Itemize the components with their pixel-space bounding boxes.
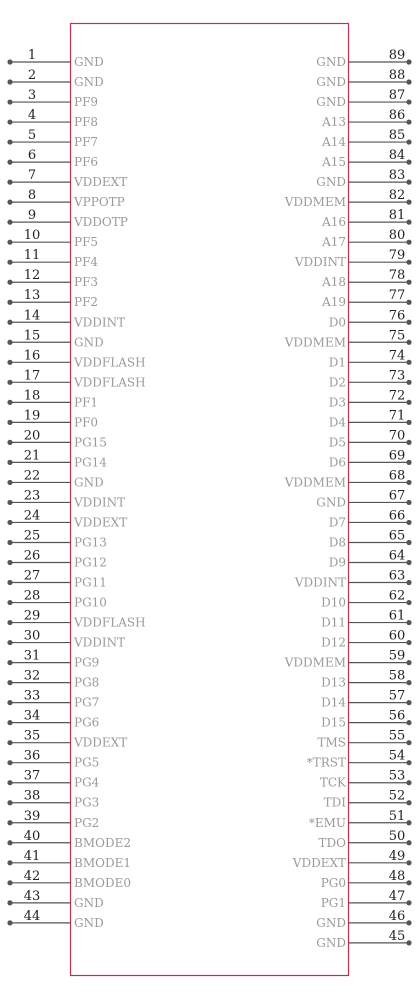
pin-name: GND xyxy=(74,55,104,69)
pin-number: 21 xyxy=(23,448,41,464)
pin-number: 72 xyxy=(388,388,406,404)
pin-number: 24 xyxy=(23,508,41,524)
pin-name: D15 xyxy=(321,715,346,730)
pin-number: 14 xyxy=(23,308,41,324)
pin-terminal-dot xyxy=(7,180,12,185)
pin-terminal-dot xyxy=(7,600,12,605)
pin-terminal-dot xyxy=(7,920,12,925)
pin-number: 77 xyxy=(388,288,406,304)
pin-terminal-dot xyxy=(7,720,12,725)
pin-name: D12 xyxy=(321,635,346,650)
pin-number: 40 xyxy=(23,828,41,844)
pin-name: PG3 xyxy=(74,795,100,810)
pin-number: 67 xyxy=(388,488,406,504)
pin-name: BMODE2 xyxy=(74,835,131,850)
pin-terminal-dot xyxy=(7,99,12,104)
pin-name: PG8 xyxy=(74,675,100,690)
pin-number: 80 xyxy=(388,228,406,244)
pin-number: 84 xyxy=(388,148,406,164)
pin-number: 22 xyxy=(23,468,41,484)
pin-number: 70 xyxy=(388,428,406,444)
pin-name: VDDMEM xyxy=(284,475,346,490)
pin-number: 53 xyxy=(388,768,406,784)
pin-name: VDDMEM xyxy=(284,655,346,670)
pin-terminal-dot xyxy=(406,900,411,905)
pin-terminal-dot xyxy=(406,600,411,605)
pin-number: 66 xyxy=(388,508,406,524)
pin-terminal-dot xyxy=(7,520,12,525)
pin-number: 71 xyxy=(388,408,406,424)
pin-terminal-dot xyxy=(7,79,12,84)
pin-terminal-dot xyxy=(7,260,12,265)
pin-name: GND xyxy=(316,915,346,930)
pin-terminal-dot xyxy=(406,820,411,825)
pin-number: 4 xyxy=(27,108,37,124)
pin-terminal-dot xyxy=(406,119,411,124)
pin-terminal-dot xyxy=(406,720,411,725)
pin-number: 29 xyxy=(23,608,41,624)
pin-number: 74 xyxy=(388,348,406,364)
pin-name: PG14 xyxy=(74,455,107,470)
pin-terminal-dot xyxy=(7,500,12,505)
pin-terminal-dot xyxy=(7,340,12,345)
pin-terminal-dot xyxy=(406,160,411,165)
pin-name: PF2 xyxy=(74,295,99,310)
pin-name: GND xyxy=(74,335,104,350)
pin-name: GND xyxy=(316,495,346,510)
pin-number: 39 xyxy=(23,808,41,824)
pin-number: 1 xyxy=(27,48,37,63)
pin-number: 38 xyxy=(23,788,41,804)
pin-name: GND xyxy=(316,55,346,69)
pin-name: D9 xyxy=(328,555,346,570)
pin-terminal-dot xyxy=(406,99,411,104)
pin-terminal-dot xyxy=(406,59,411,64)
pin-name: D2 xyxy=(328,375,346,390)
pin-number: 34 xyxy=(23,708,41,724)
pin-number: 43 xyxy=(23,888,41,904)
pin-number: 41 xyxy=(23,848,41,864)
pin-name: D10 xyxy=(321,595,346,610)
pin-terminal-dot xyxy=(406,680,411,685)
pin-name: VDDINT xyxy=(74,495,126,510)
pin-terminal-dot xyxy=(406,740,411,745)
pin-name: GND xyxy=(316,935,346,950)
pin-terminal-dot xyxy=(7,200,12,205)
pin-terminal-dot xyxy=(7,660,12,665)
pin-name: *EMU xyxy=(308,815,346,830)
pin-terminal-dot xyxy=(7,220,12,225)
pin-terminal-dot xyxy=(406,920,411,925)
pin-name: GND xyxy=(74,915,104,930)
pin-name: PG0 xyxy=(320,875,346,890)
pin-name: D14 xyxy=(321,695,346,710)
pin-terminal-dot xyxy=(406,460,411,465)
pin-number: 55 xyxy=(388,728,406,744)
pin-name: PF5 xyxy=(74,235,99,250)
pin-name: PG5 xyxy=(74,755,100,770)
pin-name: A15 xyxy=(322,155,346,170)
pin-name: PG1 xyxy=(320,895,346,910)
pin-terminal-dot xyxy=(406,360,411,365)
pin-terminal-dot xyxy=(406,660,411,665)
pin-number: 58 xyxy=(388,668,406,684)
pin-number: 76 xyxy=(388,308,406,324)
pin-name: VPPOTP xyxy=(74,195,125,210)
pin-number: 81 xyxy=(388,208,406,224)
pin-name: D0 xyxy=(328,315,346,330)
pin-terminal-dot xyxy=(406,780,411,785)
pin-terminal-dot xyxy=(406,240,411,245)
pin-number: 65 xyxy=(388,528,406,544)
pin-terminal-dot xyxy=(406,220,411,225)
pin-name: A17 xyxy=(322,235,346,250)
pin-name: PF9 xyxy=(74,95,99,110)
pin-terminal-dot xyxy=(7,440,12,445)
pin-terminal-dot xyxy=(7,620,12,625)
pin-name: VDDFLASH xyxy=(74,355,146,370)
pin-number: 5 xyxy=(27,128,37,144)
pin-number: 87 xyxy=(388,88,406,104)
pin-number: 9 xyxy=(27,208,37,224)
pin-terminal-dot xyxy=(406,800,411,805)
pin-name: A14 xyxy=(322,135,346,150)
pin-number: 51 xyxy=(388,808,406,824)
pin-name: D5 xyxy=(328,435,346,450)
pin-number: 64 xyxy=(388,548,406,564)
pin-terminal-dot xyxy=(406,420,411,425)
pin-number: 88 xyxy=(388,68,406,84)
pin-terminal-dot xyxy=(7,480,12,485)
pin-number: 85 xyxy=(388,128,406,144)
pin-terminal-dot xyxy=(406,620,411,625)
pin-name: D1 xyxy=(328,355,346,370)
pin-number: 17 xyxy=(23,368,41,384)
pin-name: VDDINT xyxy=(294,255,346,270)
pin-number: 19 xyxy=(23,408,41,424)
pin-terminal-dot xyxy=(406,860,411,865)
pin-name: PF1 xyxy=(74,395,99,410)
pin-number: 10 xyxy=(23,228,41,244)
pin-number: 59 xyxy=(388,648,406,664)
pin-number: 36 xyxy=(23,748,41,764)
right-pin-group xyxy=(284,48,412,950)
pin-name: PG10 xyxy=(74,595,107,610)
pin-terminal-dot xyxy=(7,300,12,305)
pin-terminal-dot xyxy=(406,940,411,945)
pin-name: VDDEXT xyxy=(74,515,128,530)
pin-number: 83 xyxy=(388,168,406,184)
pin-terminal-dot xyxy=(406,280,411,285)
pin-name: TCK xyxy=(319,775,346,790)
pin-name: PG13 xyxy=(74,535,107,550)
pin-name: PG2 xyxy=(74,815,100,830)
pin-number: 23 xyxy=(23,488,41,504)
pin-terminal-dot xyxy=(406,320,411,325)
pin-name: A16 xyxy=(322,215,346,230)
pin-terminal-dot xyxy=(406,300,411,305)
pin-number: 61 xyxy=(388,608,406,624)
pin-terminal-dot xyxy=(7,580,12,585)
pin-name: VDDINT xyxy=(74,635,126,650)
pin-terminal-dot xyxy=(7,59,12,64)
pin-number: 86 xyxy=(388,108,406,124)
pin-name: TDO xyxy=(318,835,346,850)
pin-terminal-dot xyxy=(406,540,411,545)
pin-name: PG6 xyxy=(74,715,100,730)
pin-number: 7 xyxy=(27,168,37,184)
pin-terminal-dot xyxy=(7,900,12,905)
pin-terminal-dot xyxy=(406,260,411,265)
pin-name: VDDEXT xyxy=(74,735,128,750)
pin-terminal-dot xyxy=(7,680,12,685)
pin-name: PF4 xyxy=(74,255,99,270)
pin-number: 75 xyxy=(388,328,406,344)
pin-terminal-dot xyxy=(7,119,12,124)
pin-name: VDDOTP xyxy=(74,215,128,230)
pin-terminal-dot xyxy=(7,420,12,425)
pin-terminal-dot xyxy=(7,360,12,365)
pin-number: 32 xyxy=(23,668,41,684)
pin-name: PF6 xyxy=(74,155,99,170)
pin-terminal-dot xyxy=(406,380,411,385)
pin-terminal-dot xyxy=(7,280,12,285)
pin-terminal-dot xyxy=(7,139,12,144)
pin-number: 54 xyxy=(388,748,406,764)
pin-name: D6 xyxy=(328,455,346,470)
pin-name: VDDFLASH xyxy=(74,615,146,630)
pin-name: GND xyxy=(316,175,346,190)
pin-terminal-dot xyxy=(7,240,12,245)
pin-name: TDI xyxy=(323,795,346,810)
pin-terminal-dot xyxy=(406,520,411,525)
pin-name: VDDINT xyxy=(294,575,346,590)
pin-terminal-dot xyxy=(7,540,12,545)
pin-terminal-dot xyxy=(7,460,12,465)
pin-name: PF0 xyxy=(74,415,99,430)
pin-name: VDDEXT xyxy=(292,855,346,870)
pin-terminal-dot xyxy=(406,180,411,185)
pin-terminal-dot xyxy=(7,880,12,885)
pin-name: PG12 xyxy=(74,555,107,570)
pin-number: 73 xyxy=(388,368,406,384)
pin-terminal-dot xyxy=(7,760,12,765)
pin-number: 50 xyxy=(388,828,406,844)
pin-name: PF8 xyxy=(74,115,99,130)
pin-number: 20 xyxy=(23,428,41,444)
pin-number: 28 xyxy=(23,588,41,604)
pin-terminal-dot xyxy=(7,380,12,385)
pin-terminal-dot xyxy=(7,400,12,405)
pin-name: GND xyxy=(316,75,346,90)
pin-terminal-dot xyxy=(7,160,12,165)
pin-name: PG7 xyxy=(74,695,100,710)
pin-name: D13 xyxy=(321,675,346,690)
pin-terminal-dot xyxy=(406,580,411,585)
pin-terminal-dot xyxy=(7,700,12,705)
pin-terminal-dot xyxy=(406,640,411,645)
pin-number: 60 xyxy=(388,628,406,644)
pin-name: D3 xyxy=(328,395,346,410)
pin-number: 8 xyxy=(27,188,37,204)
pin-terminal-dot xyxy=(7,320,12,325)
pin-terminal-dot xyxy=(406,440,411,445)
pin-number: 27 xyxy=(23,568,41,584)
pin-number: 48 xyxy=(388,868,406,884)
pin-number: 42 xyxy=(23,868,41,884)
pin-number: 15 xyxy=(23,328,41,344)
pin-number: 63 xyxy=(388,568,406,584)
pin-number: 57 xyxy=(388,688,406,704)
pin-name: D7 xyxy=(328,515,346,530)
pin-name: VDDMEM xyxy=(284,335,346,350)
pin-number: 6 xyxy=(27,148,37,164)
pin-number: 33 xyxy=(23,688,41,704)
pin-name: PG9 xyxy=(74,655,100,670)
pin-number: 49 xyxy=(388,848,406,864)
pin-name: BMODE0 xyxy=(74,875,131,890)
pin-terminal-dot xyxy=(7,820,12,825)
pin-number: 78 xyxy=(388,268,406,284)
pin-number: 89 xyxy=(388,48,406,63)
pin-number: 18 xyxy=(23,388,41,404)
pin-name: PF7 xyxy=(74,135,99,150)
pin-number: 56 xyxy=(388,708,406,724)
pin-number: 62 xyxy=(388,588,406,604)
pin-name: A19 xyxy=(322,295,346,310)
pin-number: 37 xyxy=(23,768,41,784)
pin-name: VDDEXT xyxy=(74,175,128,190)
pin-terminal-dot xyxy=(406,840,411,845)
pin-name: D4 xyxy=(328,415,346,430)
pin-name: *TRST xyxy=(306,755,346,770)
pin-number: 11 xyxy=(23,248,41,264)
pin-number: 12 xyxy=(23,268,41,284)
pin-name: A18 xyxy=(322,275,346,290)
pin-name: PG11 xyxy=(74,575,107,590)
pin-name: D11 xyxy=(321,615,346,630)
pin-terminal-dot xyxy=(7,560,12,565)
pin-terminal-dot xyxy=(7,860,12,865)
left-pin-group xyxy=(7,48,145,930)
pin-number: 2 xyxy=(27,68,37,84)
pin-number: 35 xyxy=(23,728,41,744)
pin-name: VDDINT xyxy=(74,315,126,330)
pin-number: 26 xyxy=(23,548,41,564)
pin-name: VDDMEM xyxy=(284,195,346,210)
pin-name: PG15 xyxy=(74,435,107,450)
pin-terminal-dot xyxy=(7,800,12,805)
pin-number: 82 xyxy=(388,188,406,204)
pin-terminal-dot xyxy=(406,340,411,345)
pin-terminal-dot xyxy=(7,840,12,845)
pin-number: 30 xyxy=(23,628,41,644)
pin-number: 45 xyxy=(388,928,406,944)
pin-name: GND xyxy=(74,75,104,90)
pin-terminal-dot xyxy=(406,200,411,205)
pin-name: GND xyxy=(316,95,346,110)
pin-name: BMODE1 xyxy=(74,855,131,870)
pin-number: 52 xyxy=(388,788,406,804)
pin-name: TMS xyxy=(317,735,346,750)
pin-terminal-dot xyxy=(406,139,411,144)
pin-name: A13 xyxy=(322,115,346,130)
pin-name: D8 xyxy=(328,535,346,550)
pin-name: GND xyxy=(74,475,104,490)
pin-number: 44 xyxy=(23,908,41,924)
pin-name: PF3 xyxy=(74,275,99,290)
pin-terminal-dot xyxy=(406,760,411,765)
pin-name: GND xyxy=(74,895,104,910)
pin-number: 13 xyxy=(23,288,41,304)
pin-number: 25 xyxy=(23,528,41,544)
pin-terminal-dot xyxy=(406,480,411,485)
pin-number: 79 xyxy=(388,248,406,264)
pin-number: 69 xyxy=(388,448,406,464)
pin-terminal-dot xyxy=(406,400,411,405)
pin-number: 47 xyxy=(388,888,406,904)
pin-number: 3 xyxy=(27,88,37,104)
pin-number: 16 xyxy=(23,348,41,364)
pin-number: 68 xyxy=(388,468,406,484)
pin-terminal-dot xyxy=(406,880,411,885)
pin-terminal-dot xyxy=(406,700,411,705)
pin-terminal-dot xyxy=(406,79,411,84)
pin-number: 46 xyxy=(388,908,406,924)
pin-terminal-dot xyxy=(406,500,411,505)
pin-terminal-dot xyxy=(406,560,411,565)
pin-name: VDDFLASH xyxy=(74,375,146,390)
pin-number: 31 xyxy=(23,648,41,664)
pin-terminal-dot xyxy=(7,640,12,645)
pin-terminal-dot xyxy=(7,740,12,745)
pin-name: PG4 xyxy=(74,775,100,790)
pin-terminal-dot xyxy=(7,780,12,785)
